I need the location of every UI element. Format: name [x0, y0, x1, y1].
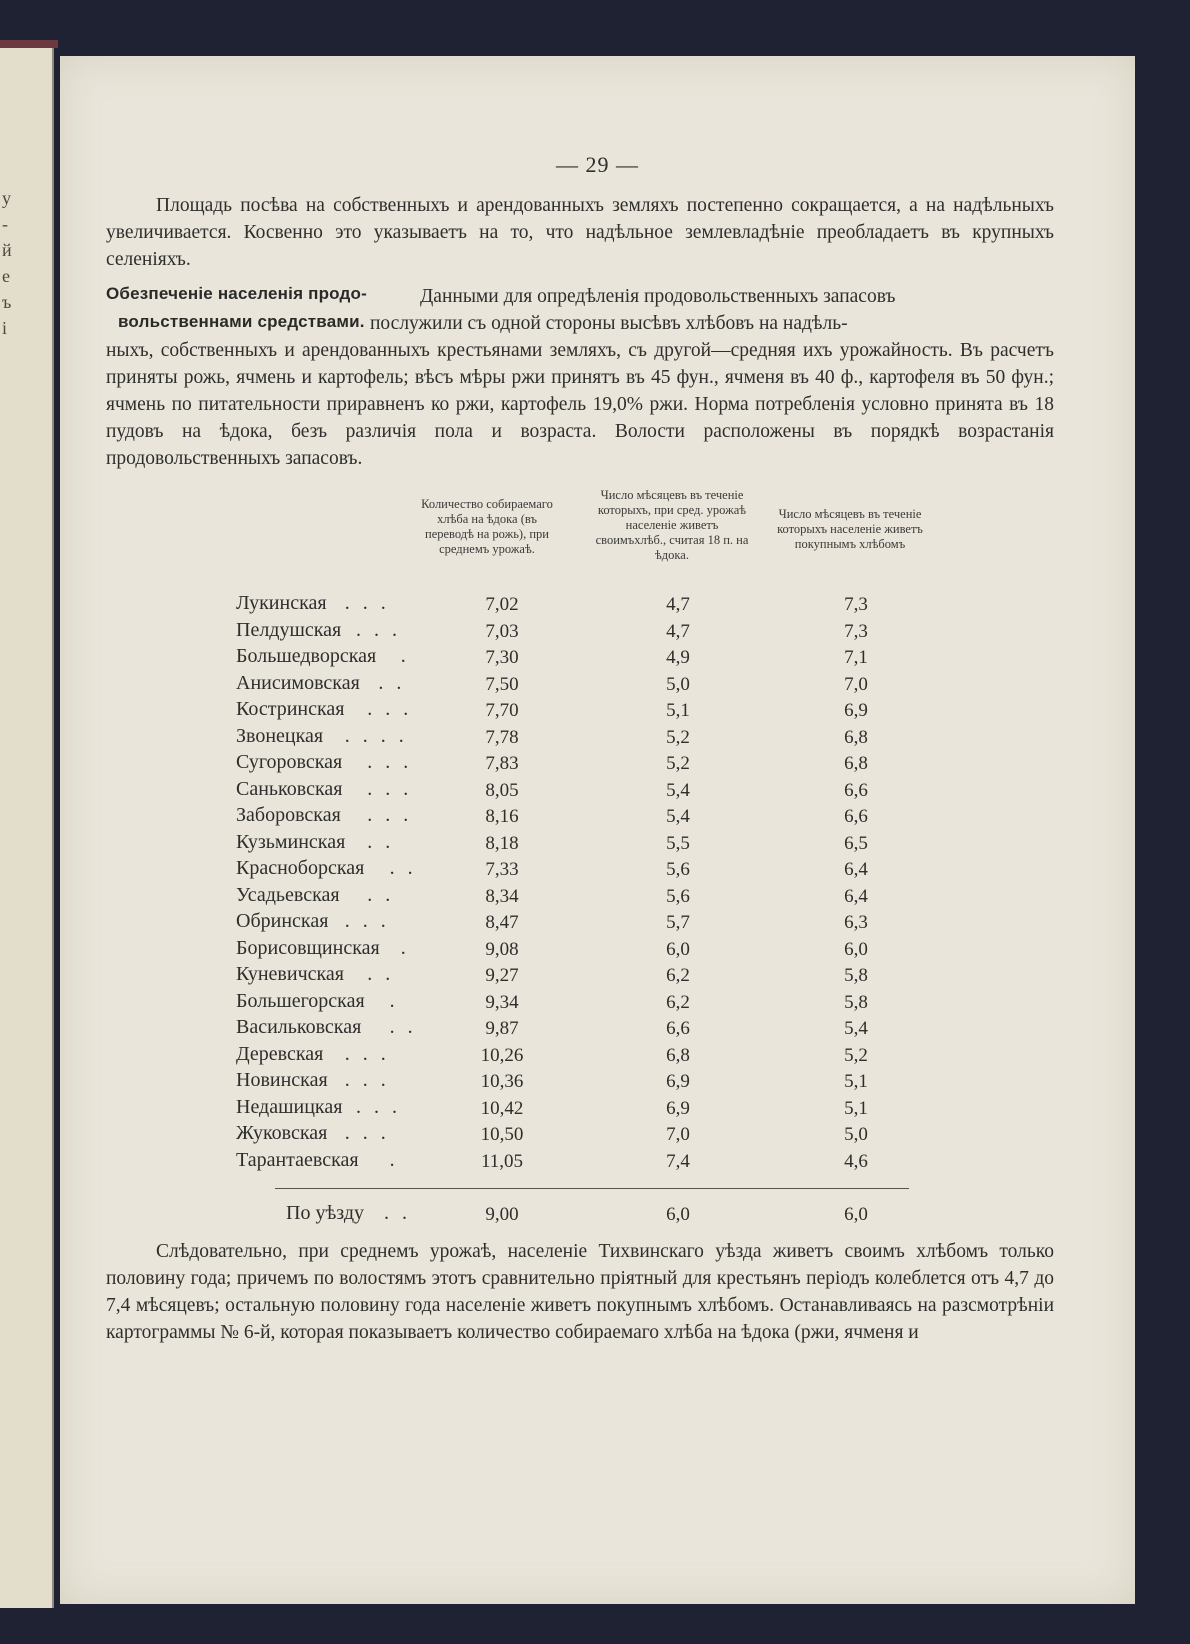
column-header-harvest: Количество собираемаго хлѣба на ѣдока (въ переводѣ на рожь), при среднемъ урожаѣ.	[421, 497, 553, 556]
leader-dots: .	[400, 936, 410, 959]
volost-name: Звонецкая	[236, 724, 324, 747]
paragraph-intro: Площадь посѣва на собственныхъ и арендованныхъ земляхъ постепенно сокращается, а на надѣльныхъ увеличивается. Косвенно это указываетъ на то, что надѣльное землевладѣніе преобладаетъ въ крупныхъ селеніяхъ.	[106, 195, 1054, 270]
table-row	[60, 1016, 1135, 1042]
total-harvest-value: 9,00	[485, 1204, 519, 1225]
bought-bread-months-value: 6,9	[844, 700, 868, 721]
table-row	[60, 910, 1135, 936]
leader-dots: . .	[367, 883, 395, 906]
document-page	[60, 56, 1135, 1604]
table-row	[60, 1122, 1135, 1148]
table-row	[60, 672, 1135, 698]
leader-dots: . .	[367, 963, 395, 985]
table-row	[60, 1149, 1135, 1175]
bought-bread-months-value: 6,5	[844, 832, 868, 854]
leader-dots: . . .	[344, 910, 390, 932]
bought-bread-months-value: 7,3	[844, 620, 868, 642]
leader-dots: . . .	[356, 1095, 401, 1118]
table-row	[60, 1096, 1135, 1122]
harvest-per-eater-value: 7,30	[485, 647, 519, 668]
table-row	[60, 592, 1135, 618]
own-bread-months-value: 7,0	[666, 1124, 690, 1145]
volost-name: Пелдушская	[236, 618, 342, 641]
own-bread-months-value: 5,1	[666, 700, 690, 721]
table-row	[60, 778, 1135, 804]
volost-name: Большедворская	[236, 645, 377, 667]
bought-bread-months-value: 5,8	[844, 965, 868, 986]
volost-name: Саньковская	[236, 777, 343, 800]
volost-name: Борисовщинская	[236, 936, 380, 959]
leader-dots: .	[389, 989, 399, 1012]
table-row	[60, 804, 1135, 830]
bought-bread-months-value: 7,1	[844, 647, 868, 668]
own-bread-months-value: 5,6	[666, 859, 690, 880]
bought-bread-months-value: 5,2	[844, 1044, 868, 1066]
harvest-per-eater-value: 8,18	[485, 832, 519, 854]
harvest-per-eater-value: 10,50	[480, 1124, 524, 1145]
harvest-per-eater-value: 9,34	[485, 991, 519, 1013]
harvest-per-eater-value: 10,26	[480, 1044, 524, 1066]
total-label: По уѣзду	[286, 1202, 365, 1224]
volost-name: Обринская	[236, 910, 329, 932]
leader-dots: . . .	[344, 1122, 390, 1144]
bought-bread-months-value: 6,8	[844, 726, 868, 748]
table-row	[60, 831, 1135, 857]
total-bought-months-value: 6,0	[844, 1204, 868, 1225]
paragraph-conclusion: Слѣдовательно, при среднемъ урожаѣ, населеніе Тихвинскаго уѣзда живетъ своимъ хлѣбомъ только половину года; причемъ по волостямъ этотъ сравнительно пріятный для крестьянъ періодъ колеблется отъ 4,7 до 7,4 мѣсяцевъ; остальную половину года населеніе живетъ покупнымъ хлѣбомъ. Останавливаясь на разсмотрѣніи картограммы № 6-й, которая показываетъ количество собираемаго хлѣба на ѣдока (ржи, ячменя и	[106, 1241, 1054, 1343]
leader-dots: .	[389, 1148, 399, 1171]
own-bread-months-value: 6,9	[666, 1097, 690, 1119]
bought-bread-months-value: 5,4	[844, 1018, 868, 1039]
own-bread-months-value: 5,7	[666, 912, 690, 933]
own-bread-months-value: 6,2	[666, 965, 690, 986]
section-text-line2: послужили съ одной стороны высѣвъ хлѣбовъ на надѣль-	[370, 313, 848, 334]
volost-name: Деревская	[236, 1042, 324, 1065]
own-bread-months-value: 5,4	[666, 779, 690, 801]
leader-dots: . . .	[367, 751, 413, 773]
leader-dots: .	[400, 645, 410, 667]
volost-name: Тарантаевская	[236, 1148, 359, 1171]
total-own-months-value: 6,0	[666, 1204, 690, 1225]
bought-bread-months-value: 5,1	[844, 1071, 868, 1092]
harvest-per-eater-value: 8,16	[485, 806, 519, 827]
bought-bread-months-value: 7,0	[844, 673, 868, 695]
own-bread-months-value: 6,9	[666, 1071, 690, 1092]
volost-name: Жуковская	[236, 1122, 328, 1144]
bought-bread-months-value: 5,0	[844, 1124, 868, 1145]
harvest-per-eater-value: 10,36	[480, 1071, 524, 1092]
previous-page-fragment: е	[2, 266, 10, 286]
previous-page-edge	[0, 40, 58, 48]
section-heading-line2: вольственнами средствами.	[118, 312, 365, 331]
bought-bread-months-value: 6,4	[844, 885, 868, 907]
harvest-per-eater-value: 11,05	[480, 1150, 524, 1172]
previous-page-fragment: і	[2, 318, 8, 338]
volost-name: Красноборская	[236, 857, 365, 879]
leader-dots: . . .	[367, 777, 413, 800]
harvest-per-eater-value: 7,33	[485, 859, 519, 880]
leader-dots: . . .	[367, 804, 413, 826]
own-bread-months-value: 7,4	[666, 1150, 690, 1172]
volost-name: Васильковская	[236, 1016, 362, 1038]
table-total-row	[60, 1202, 1135, 1228]
leader-dots: . .	[367, 830, 395, 853]
volost-name: Кузьминская	[236, 830, 346, 853]
volost-name: Лукинская	[236, 592, 327, 614]
bought-bread-months-value: 6,3	[844, 912, 868, 933]
harvest-per-eater-value: 7,78	[485, 726, 519, 748]
table-row	[60, 645, 1135, 671]
leader-dots: . . .	[344, 1069, 390, 1091]
leader-dots: . . . .	[344, 724, 408, 747]
harvest-per-eater-value: 8,34	[485, 885, 519, 907]
leader-dots: . .	[378, 671, 406, 694]
own-bread-months-value: 5,4	[666, 806, 690, 827]
table-row	[60, 963, 1135, 989]
column-header-own-bread-months: Число мѣсяцевъ въ теченіе которыхъ, при сред. урожаѣ населеніе живетъ своимъхлѣб., считая 18 п. на ѣдока.	[595, 488, 749, 562]
table-row	[60, 884, 1135, 910]
harvest-per-eater-value: 7,03	[485, 620, 519, 642]
volost-name: Куневичская	[236, 963, 344, 985]
previous-page-fragment: ъ	[2, 292, 12, 312]
bought-bread-months-value: 6,8	[844, 753, 868, 774]
volost-name: Новинская	[236, 1069, 328, 1091]
harvest-per-eater-value: 7,02	[485, 594, 519, 615]
own-bread-months-value: 5,6	[666, 885, 690, 907]
bought-bread-months-value: 5,1	[844, 1097, 868, 1119]
own-bread-months-value: 4,9	[666, 647, 690, 668]
bought-bread-months-value: 4,6	[844, 1150, 868, 1172]
volost-name: Сугоровская	[236, 751, 343, 773]
harvest-per-eater-value: 9,27	[485, 965, 519, 986]
volost-name: Недашицкая	[236, 1095, 343, 1118]
table-row	[60, 619, 1135, 645]
table-row	[60, 990, 1135, 1016]
column-header-bought-bread-months: Число мѣсяцевъ въ теченіе которыхъ населеніе живетъ покупнымъ хлѣбомъ	[777, 507, 923, 551]
leader-dots: . .	[389, 1016, 417, 1038]
table-row	[60, 725, 1135, 751]
own-bread-months-value: 5,2	[666, 753, 690, 774]
harvest-per-eater-value: 8,47	[485, 912, 519, 933]
table-row	[60, 937, 1135, 963]
volost-name: Большегорская	[236, 989, 365, 1012]
bought-bread-months-value: 6,6	[844, 806, 868, 827]
own-bread-months-value: 6,0	[666, 938, 690, 960]
own-bread-months-value: 5,2	[666, 726, 690, 748]
harvest-per-eater-value: 9,08	[485, 938, 519, 960]
bought-bread-months-value: 6,0	[844, 938, 868, 960]
section-body: ныхъ, собственныхъ и арендованныхъ крестьянами земляхъ, съ другой—средняя ихъ урожайность. Въ расчетъ приняты рожь, ячмень и картофель; вѣсъ мѣры ржи принятъ въ 45 фун., ячменя въ 40 ф., картофеля въ 50 фун.; ячмень по питательности приравненъ ко ржи, картофель 19,0% ржи. Норма потребленія условно принята въ 18 пудовъ на ѣдока, безъ различія пола и возраста. Волости расположены въ порядкѣ возрастанія продовольственныхъ запасовъ.	[106, 340, 1054, 469]
harvest-per-eater-value: 9,87	[485, 1018, 519, 1039]
page-number: — 29 —	[556, 152, 639, 177]
harvest-per-eater-value: 7,70	[485, 700, 519, 721]
table-row	[60, 1069, 1135, 1095]
leader-dots: . .	[389, 857, 417, 879]
section-text-line1: Данными для опредѣленія продовольственныхъ запасовъ	[420, 286, 896, 307]
volost-name: Костринская	[236, 698, 345, 720]
leader-dots: . . .	[356, 618, 401, 641]
own-bread-months-value: 5,0	[666, 673, 690, 695]
leader-dots: . . .	[344, 1042, 390, 1065]
leader-dots: . .	[384, 1202, 411, 1224]
table-row	[60, 751, 1135, 777]
bought-bread-months-value: 6,6	[844, 779, 868, 801]
own-bread-months-value: 5,5	[666, 832, 690, 854]
own-bread-months-value: 4,7	[666, 594, 690, 615]
bought-bread-months-value: 5,8	[844, 991, 868, 1013]
previous-page-margin	[0, 48, 54, 1608]
own-bread-months-value: 4,7	[666, 620, 690, 642]
previous-page-fragment: у	[2, 188, 11, 208]
bought-bread-months-value: 7,3	[844, 594, 868, 615]
harvest-per-eater-value: 8,05	[485, 779, 519, 801]
table-total-rule	[275, 1188, 909, 1189]
own-bread-months-value: 6,8	[666, 1044, 690, 1066]
section-heading-line1: Обезпеченіе населенія продо-	[106, 284, 367, 303]
volost-name: Заборовская	[236, 804, 341, 826]
harvest-per-eater-value: 7,83	[485, 753, 519, 774]
harvest-per-eater-value: 7,50	[485, 673, 519, 695]
harvest-per-eater-value: 10,42	[480, 1097, 524, 1119]
table-row	[60, 1043, 1135, 1069]
previous-page-fragment: -	[2, 214, 8, 234]
bought-bread-months-value: 6,4	[844, 859, 868, 880]
volost-name: Анисимовская	[236, 671, 360, 694]
volost-name: Усадьевская	[236, 883, 340, 906]
table-row	[60, 857, 1135, 883]
table-row	[60, 698, 1135, 724]
leader-dots: . . .	[367, 698, 413, 720]
previous-page-fragment: й	[2, 240, 12, 260]
own-bread-months-value: 6,2	[666, 991, 690, 1013]
leader-dots: . . .	[344, 592, 390, 614]
own-bread-months-value: 6,6	[666, 1018, 690, 1039]
